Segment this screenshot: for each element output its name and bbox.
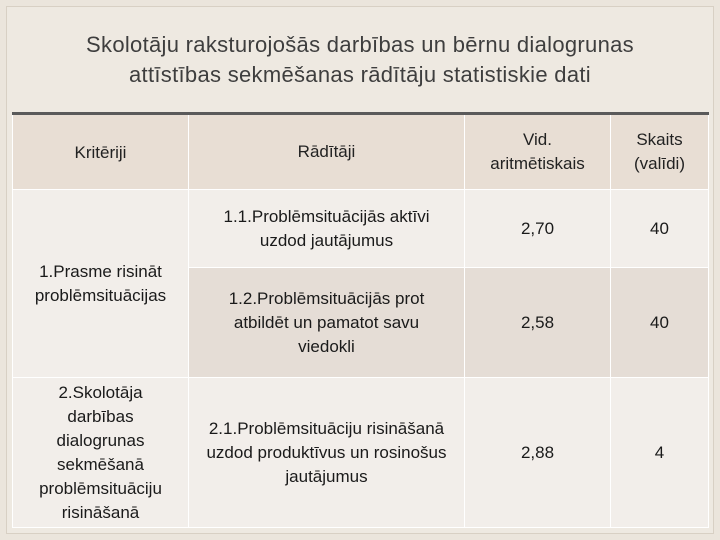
mean-cell: 2,70 (465, 190, 611, 268)
indicator-cell: 2.1.Problēmsituāciju risināšanā uzdod produktīvus un rosinošus jautājumus (189, 378, 465, 528)
count-cell: 40 (611, 268, 709, 378)
slide-title (0, 30, 720, 90)
header-count: Skaits (valīdi) (611, 114, 709, 190)
header-mean: Vid. aritmētiskais (465, 114, 611, 190)
indicator-cell: 1.1.Problēmsituācijās aktīvi uzdod jautājumus (189, 190, 465, 268)
count-cell: 40 (611, 190, 709, 268)
count-cell: 4 (611, 378, 709, 528)
criterion-cell: 2.Skolotāja darbības dialogrunas sekmēšanā problēmsituāciju risināšanā (13, 378, 189, 528)
statistics-table-container (12, 112, 708, 526)
header-criteria: Kritēriji (13, 114, 189, 190)
title-line-2: attīstības sekmēšanas rādītāju statistiskie dati (129, 62, 591, 87)
mean-cell: 2,58 (465, 268, 611, 378)
table-row (13, 378, 709, 528)
indicator-cell: 1.2.Problēmsituācijās prot atbildēt un pamatot savu viedokli (189, 268, 465, 378)
title-line-1: Skolotāju raksturojošās darbības un bērnu dialogrunas (86, 32, 634, 57)
mean-cell: 2,88 (465, 378, 611, 528)
criterion-cell: 1.Prasme risināt problēmsituācijas (13, 190, 189, 378)
statistics-table (12, 112, 709, 528)
header-indicators: Rādītāji (189, 114, 465, 190)
table-row (13, 190, 709, 268)
